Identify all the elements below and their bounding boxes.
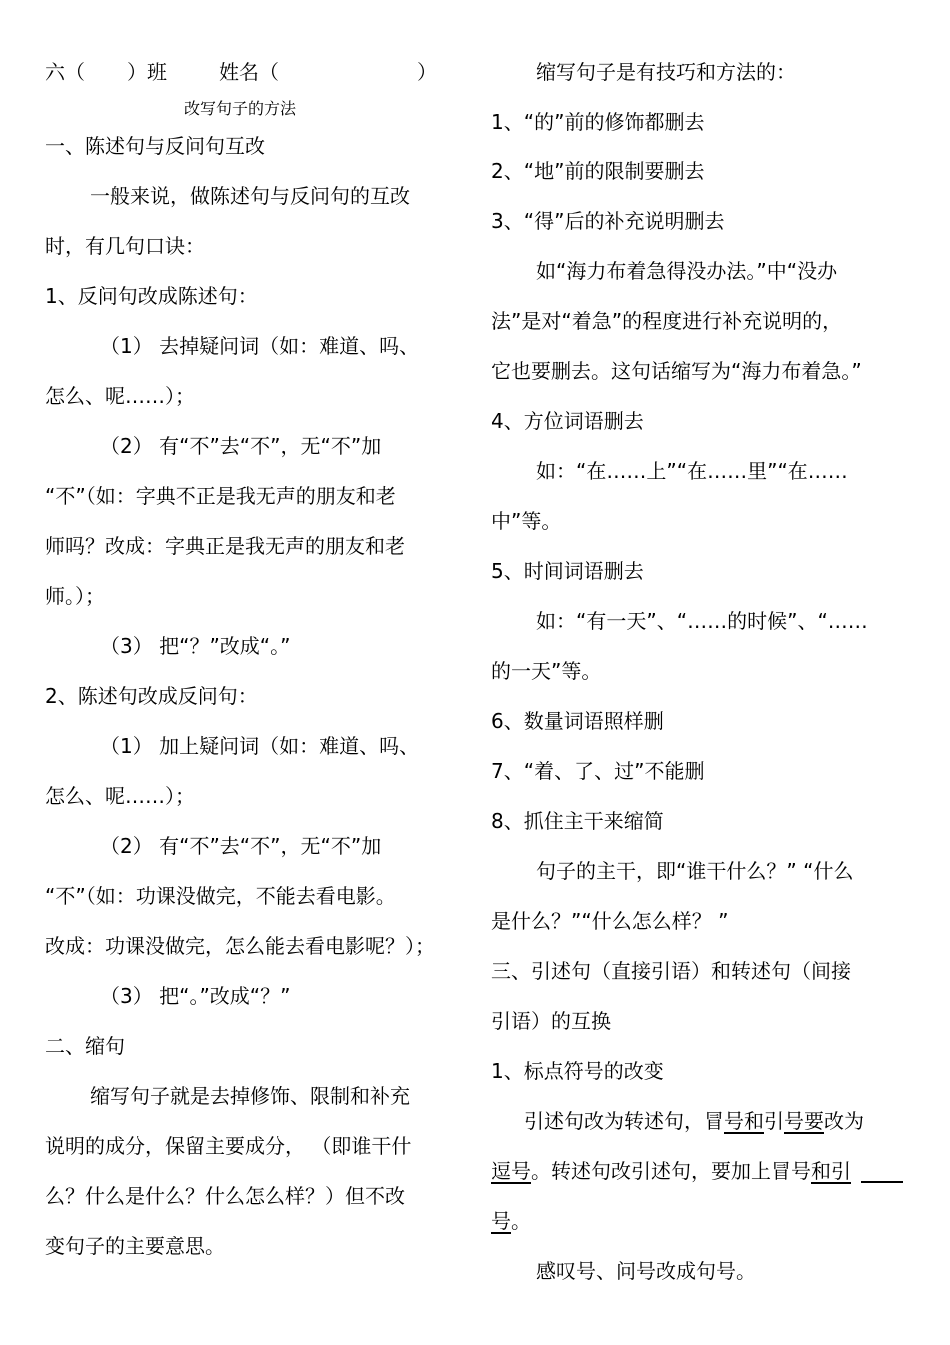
section-heading: 一、陈述句与反问句互改 bbox=[45, 134, 265, 158]
section-heading: 三、引述句（直接引语）和转述句（间接 bbox=[491, 959, 851, 983]
list-item: 5、时间词语删去 bbox=[491, 559, 644, 583]
paragraph-line: 如：“有一天”、“……的时候”、“…… bbox=[536, 609, 868, 633]
paragraph-line: 怎么、呢……）； bbox=[45, 784, 195, 808]
paragraph-line: 变句子的主要意思。 bbox=[45, 1234, 225, 1258]
underlined-segment: 逗号 bbox=[491, 1159, 531, 1183]
list-item: （3） 把“。”改成“？” bbox=[100, 984, 291, 1008]
paragraph-line: 法”是对“着急”的程度进行补充说明的， bbox=[491, 309, 843, 333]
list-item: （1） 加上疑问词（如：难道、吗、 bbox=[100, 734, 420, 758]
paragraph-line: 缩写句子是有技巧和方法的： bbox=[536, 60, 796, 84]
paragraph-line: 师吗？改成：字典正是我无声的朋友和老 bbox=[45, 534, 405, 558]
quote-paragraph-line-2 bbox=[491, 1156, 851, 1186]
section-heading: 二、缩句 bbox=[45, 1034, 125, 1058]
paragraph-line: 师。）； bbox=[45, 584, 105, 608]
underlined-segment: 号 bbox=[491, 1209, 511, 1233]
paragraph-line: 如“海力布着急得没办法。”中“没办 bbox=[536, 259, 838, 283]
paragraph-line: 时，有几句口诀： bbox=[45, 234, 205, 258]
list-item: 3、“得”后的补充说明删去 bbox=[491, 209, 725, 233]
list-item: （1） 去掉疑问词（如：难道、吗、 bbox=[100, 334, 420, 358]
list-item: 6、数量词语照样删 bbox=[491, 709, 664, 733]
paragraph-line: “不”（如：功课没做完，不能去看电影。 bbox=[45, 884, 396, 908]
quote-paragraph-line-3 bbox=[491, 1206, 531, 1236]
list-item: 1、标点符号的改变 bbox=[491, 1059, 664, 1083]
list-item: （2） 有“不”去“不”，无“不”加 bbox=[100, 834, 382, 858]
paragraph-line: 感叹号、问号改成句号。 bbox=[536, 1259, 756, 1283]
list-item: 1、“的”前的修饰都删去 bbox=[491, 110, 705, 134]
name-suffix: ） bbox=[417, 60, 437, 84]
underlined-segment: 号和 bbox=[724, 1109, 764, 1133]
text-segment: 引述句改为转述句，冒 bbox=[524, 1109, 724, 1133]
list-item: 4、方位词语删去 bbox=[491, 409, 644, 433]
paragraph-line: 一般来说，做陈述句与反问句的互改 bbox=[90, 184, 410, 208]
paragraph-line: 说明的成分，保留主要成分， （即谁干什 bbox=[45, 1134, 412, 1158]
list-item: 2、“地”前的限制要删去 bbox=[491, 159, 705, 183]
document-title: 改写句子的方法 bbox=[184, 99, 297, 118]
underlined-segment: 和引 bbox=[811, 1159, 851, 1183]
subheading: 2、陈述句改成反问句： bbox=[45, 684, 258, 708]
paragraph-line: 怎么、呢……）； bbox=[45, 384, 195, 408]
class-suffix: ）班 bbox=[127, 60, 167, 84]
underlined-segment: 号要 bbox=[784, 1109, 824, 1133]
list-item: 7、“着、了、过”不能删 bbox=[491, 759, 705, 783]
text-segment: 。 bbox=[511, 1209, 531, 1233]
paragraph-line: 的一天”等。 bbox=[491, 659, 602, 683]
paragraph-line: 么？什么是什么？什么怎么样？）但不改 bbox=[45, 1184, 405, 1208]
section-heading: 引语）的互换 bbox=[491, 1009, 611, 1033]
paragraph-line: 中”等。 bbox=[491, 509, 562, 533]
underline-rule bbox=[861, 1181, 903, 1183]
class-name-header bbox=[45, 57, 437, 87]
paragraph-line: 是什么？”“什么怎么样？ ” bbox=[491, 909, 729, 933]
quote-paragraph-line-1 bbox=[524, 1106, 864, 1136]
text-segment: 引 bbox=[764, 1109, 784, 1133]
list-item: （3） 把“？”改成“。” bbox=[100, 634, 291, 658]
paragraph-line: 句子的主干，即“谁干什么？” “什么 bbox=[536, 859, 854, 883]
text-segment: 。转述句改引述句，要加上冒号 bbox=[531, 1159, 811, 1183]
name-label: 姓名（ bbox=[219, 60, 279, 84]
class-label: 六（ bbox=[45, 60, 85, 84]
paragraph-line: 如：“在……上”“在……里”“在…… bbox=[536, 459, 848, 483]
paragraph-line: 缩写句子就是去掉修饰、限制和补充 bbox=[90, 1084, 410, 1108]
paragraph-line: “不”（如：字典不正是我无声的朋友和老 bbox=[45, 484, 396, 508]
list-item: （2） 有“不”去“不”，无“不”加 bbox=[100, 434, 382, 458]
paragraph-line: 它也要删去。这句话缩写为“海力布着急。” bbox=[491, 359, 862, 383]
list-item: 8、抓住主干来缩简 bbox=[491, 809, 664, 833]
subheading: 1、反问句改成陈述句： bbox=[45, 284, 258, 308]
paragraph-line: 改成：功课没做完，怎么能去看电影呢？）； bbox=[45, 934, 435, 958]
text-segment: 改为 bbox=[824, 1109, 864, 1133]
